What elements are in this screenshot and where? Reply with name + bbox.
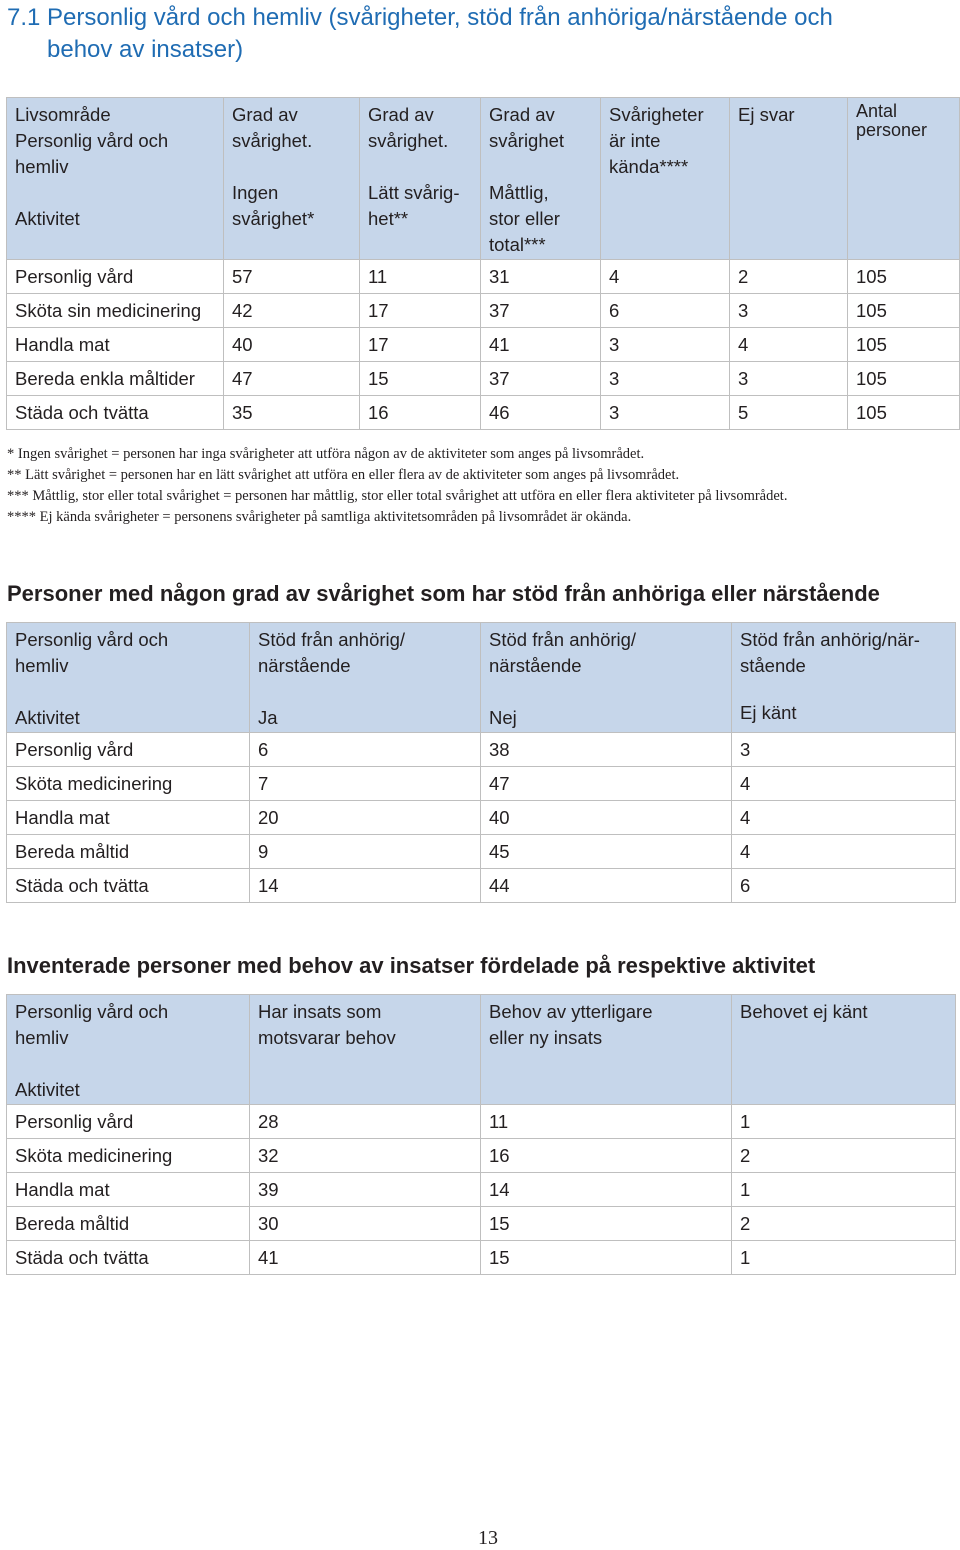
row-label-cell: Personlig vård [7, 733, 250, 767]
value-cell: 39 [250, 1173, 481, 1207]
row-label-cell: Sköta sin medicinering [7, 294, 224, 328]
header-label: Personlig vård och hemliv [15, 629, 169, 676]
header-sublabel: Lätt svårig- het** [368, 182, 460, 229]
difficulty-table-header [7, 98, 960, 260]
header-label: Ej svar [738, 104, 795, 125]
value-cell: 6 [732, 869, 956, 903]
value-cell: 16 [481, 1139, 732, 1173]
row-label-cell: Bereda enkla måltider [7, 362, 224, 396]
table-row [7, 767, 956, 801]
value-cell: 105 [848, 260, 960, 294]
value-cell: 44 [481, 869, 732, 903]
value-cell: 47 [481, 767, 732, 801]
row-label-cell: Personlig vård [7, 1105, 250, 1139]
table-row [7, 260, 960, 294]
header-label: Svårigheter är inte kända**** [609, 104, 704, 177]
header-personlig-vard [7, 623, 250, 733]
header-label: Behov av ytterligare eller ny insats [489, 1001, 653, 1048]
value-cell: 45 [481, 835, 732, 869]
header-stod-ja [250, 623, 481, 733]
page-title-line-1: 7.1 Personlig vård och hemliv (svårigheter, stöd från anhöriga/närstående och [7, 4, 833, 31]
value-cell: 41 [481, 328, 601, 362]
table-row [7, 733, 956, 767]
value-cell: 4 [732, 835, 956, 869]
support-table [6, 622, 956, 903]
header-behov-ytterligare [481, 995, 732, 1105]
header-stod-nej [481, 623, 732, 733]
table-row [7, 1105, 956, 1139]
row-label-cell: Städa och tvätta [7, 869, 250, 903]
difficulty-table [6, 97, 960, 430]
value-cell: 30 [250, 1207, 481, 1241]
footnote: ** Lätt svårighet = personen har en lätt svårighet att utföra en eller flera av de aktiviteter som anges på livsområdet. [7, 467, 680, 483]
value-cell: 46 [481, 396, 601, 430]
value-cell: 2 [730, 260, 848, 294]
header-label: Livsområde Personlig vård och hemliv [15, 104, 169, 177]
value-cell: 31 [481, 260, 601, 294]
header-sublabel: Ej känt [740, 702, 797, 723]
header-latt-svarighet [360, 98, 481, 260]
table-row [7, 396, 960, 430]
row-label-cell: Personlig vård [7, 260, 224, 294]
header-label: Grad av svårighet [489, 104, 565, 151]
value-cell: 6 [250, 733, 481, 767]
value-cell: 28 [250, 1105, 481, 1139]
value-cell: 1 [732, 1105, 956, 1139]
value-cell: 5 [730, 396, 848, 430]
value-cell: 3 [601, 328, 730, 362]
row-label-cell: Handla mat [7, 801, 250, 835]
table-row [7, 328, 960, 362]
value-cell: 11 [360, 260, 481, 294]
value-cell: 32 [250, 1139, 481, 1173]
value-cell: 38 [481, 733, 732, 767]
section-title-needs: Inventerade personer med behov av insatser fördelade på respektive aktivitet [7, 953, 816, 978]
value-cell: 40 [481, 801, 732, 835]
value-cell: 1 [732, 1241, 956, 1275]
row-label-cell: Handla mat [7, 1173, 250, 1207]
value-cell: 2 [732, 1139, 956, 1173]
value-cell: 11 [481, 1105, 732, 1139]
table-row [7, 294, 960, 328]
page-number: 13 [478, 1527, 498, 1549]
needs-table-body [7, 1105, 956, 1275]
header-antal-personer [848, 98, 960, 260]
value-cell: 41 [250, 1241, 481, 1275]
header-label: Stöd från anhörig/ närstående [258, 629, 406, 676]
row-label-cell: Sköta medicinering [7, 767, 250, 801]
row-label-cell: Städa och tvätta [7, 1241, 250, 1275]
support-table-body [7, 733, 956, 903]
value-cell: 14 [481, 1173, 732, 1207]
table-row [7, 835, 956, 869]
value-cell: 105 [848, 328, 960, 362]
value-cell: 57 [224, 260, 360, 294]
needs-table-header [7, 995, 956, 1105]
value-cell: 4 [732, 801, 956, 835]
footnotes [7, 444, 952, 528]
value-cell: 15 [360, 362, 481, 396]
header-sublabel: Nej [489, 707, 517, 728]
header-ej-svar [730, 98, 848, 260]
value-cell: 37 [481, 294, 601, 328]
row-label-cell: Bereda måltid [7, 835, 250, 869]
value-cell: 3 [732, 733, 956, 767]
value-cell: 105 [848, 294, 960, 328]
value-cell: 47 [224, 362, 360, 396]
header-personlig-vard [7, 995, 250, 1105]
header-label: Grad av svårighet. [232, 104, 313, 151]
row-label-cell: Bereda måltid [7, 1207, 250, 1241]
value-cell: 42 [224, 294, 360, 328]
header-label: Antal personer [856, 101, 928, 140]
table-row [7, 1207, 956, 1241]
header-ingen-svarighet [224, 98, 360, 260]
header-sublabel: Aktivitet [15, 1079, 80, 1100]
header-label: Stöd från anhörig/ närstående [489, 629, 637, 676]
value-cell: 3 [601, 396, 730, 430]
value-cell: 15 [481, 1241, 732, 1275]
row-label-cell: Städa och tvätta [7, 396, 224, 430]
value-cell: 17 [360, 328, 481, 362]
header-sublabel: Måttlig, stor eller total*** [489, 182, 560, 255]
value-cell: 2 [732, 1207, 956, 1241]
value-cell: 14 [250, 869, 481, 903]
header-label: Stöd från anhörig/när- stående [740, 629, 920, 676]
needs-table [6, 994, 956, 1275]
row-label-cell: Handla mat [7, 328, 224, 362]
value-cell: 37 [481, 362, 601, 396]
value-cell: 20 [250, 801, 481, 835]
footnote: **** Ej kända svårigheter = personens svårigheter på samtliga aktivitetsområden på livsområdet är okända. [7, 509, 632, 525]
header-livsomrade [7, 98, 224, 260]
header-label: Behovet ej känt [740, 1001, 868, 1022]
value-cell: 4 [730, 328, 848, 362]
value-cell: 9 [250, 835, 481, 869]
value-cell: 35 [224, 396, 360, 430]
header-sublabel: Aktivitet [15, 208, 80, 229]
value-cell: 105 [848, 362, 960, 396]
header-sublabel: Ingen svårighet* [232, 182, 315, 229]
value-cell: 7 [250, 767, 481, 801]
header-behovet-ej-kant [732, 995, 956, 1105]
header-har-insats [250, 995, 481, 1105]
header-svarigheter-okanda [601, 98, 730, 260]
value-cell: 15 [481, 1207, 732, 1241]
value-cell: 105 [848, 396, 960, 430]
support-table-header [7, 623, 956, 733]
value-cell: 17 [360, 294, 481, 328]
header-sublabel: Aktivitet [15, 707, 80, 728]
footnote: *** Måttlig, stor eller total svårighet = personen har måttlig, stor eller total svårighet att utföra en eller flera aktiviteter på livsområdet. [7, 488, 788, 504]
header-sublabel: Ja [258, 707, 278, 728]
table-row [7, 362, 960, 396]
section-title-support: Personer med någon grad av svårighet som har stöd från anhöriga eller närstående [7, 581, 880, 606]
footnote: * Ingen svårighet = personen har inga svårigheter att utföra någon av de aktiviteter som anges på livsområdet. [7, 446, 645, 462]
value-cell: 3 [730, 294, 848, 328]
difficulty-table-body [7, 260, 960, 430]
table-row [7, 801, 956, 835]
value-cell: 16 [360, 396, 481, 430]
row-label-cell: Sköta medicinering [7, 1139, 250, 1173]
header-label: Personlig vård och hemliv [15, 1001, 169, 1048]
value-cell: 3 [730, 362, 848, 396]
value-cell: 6 [601, 294, 730, 328]
table-row [7, 1139, 956, 1173]
header-label: Grad av svårighet. [368, 104, 449, 151]
header-label: Har insats som motsvarar behov [258, 1001, 396, 1048]
value-cell: 4 [732, 767, 956, 801]
table-row [7, 1173, 956, 1207]
page-title [7, 2, 952, 66]
value-cell: 3 [601, 362, 730, 396]
header-mattlig-svarighet [481, 98, 601, 260]
table-row [7, 1241, 956, 1275]
page-title-line-2: behov av insatser) [47, 36, 244, 63]
value-cell: 1 [732, 1173, 956, 1207]
header-stod-ej-kant [732, 623, 956, 733]
value-cell: 40 [224, 328, 360, 362]
value-cell: 4 [601, 260, 730, 294]
table-row [7, 869, 956, 903]
